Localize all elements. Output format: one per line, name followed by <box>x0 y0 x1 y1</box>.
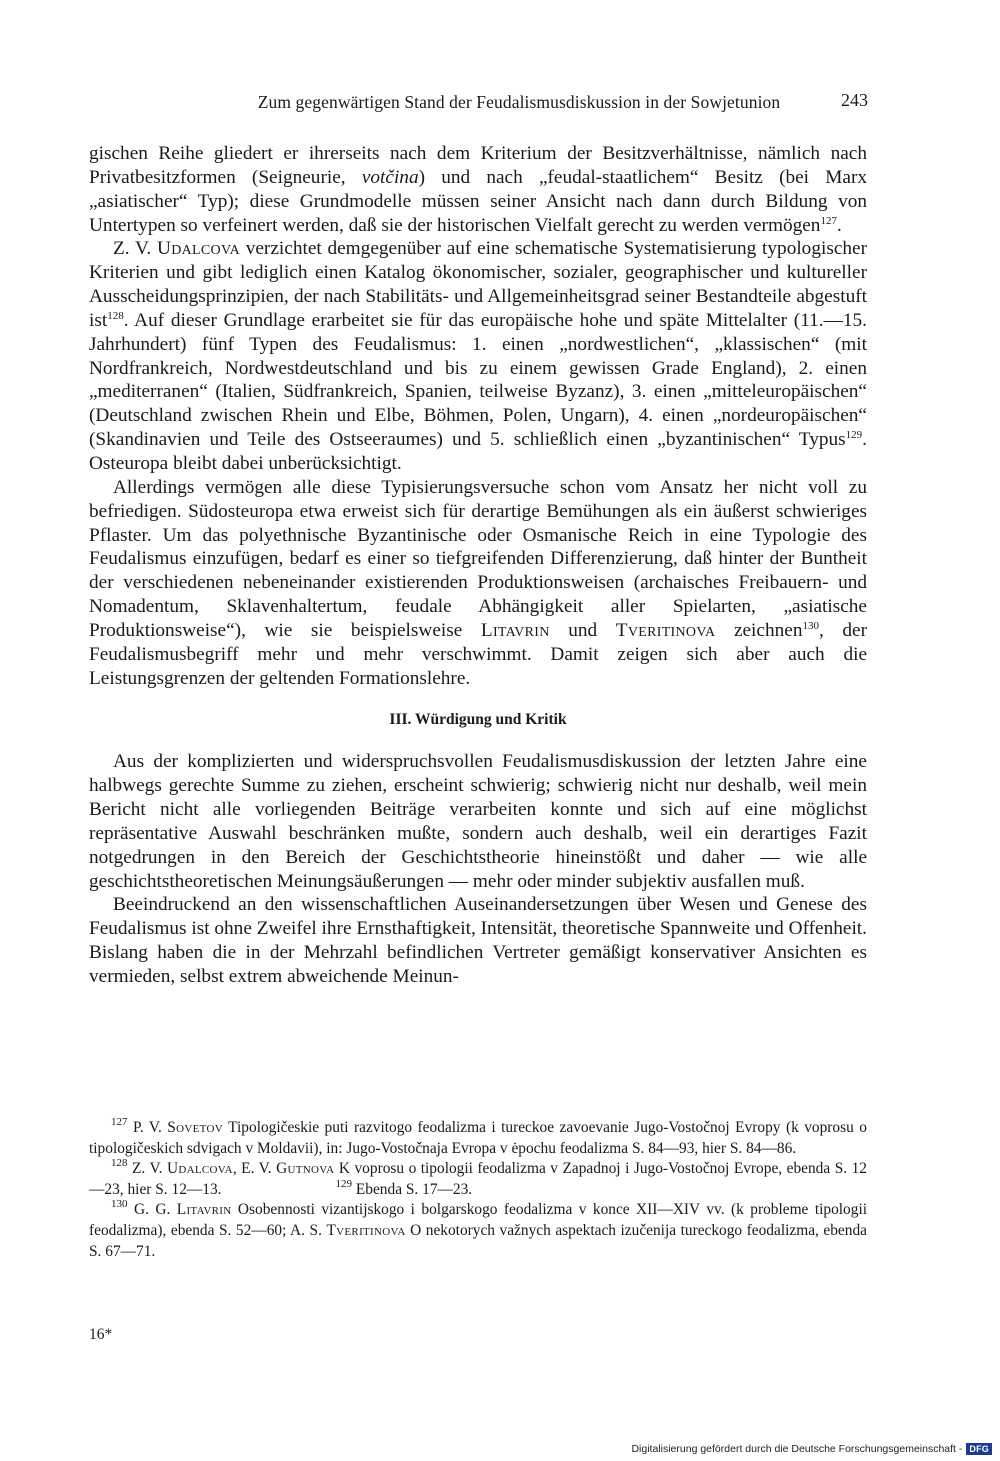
footnote-number: 129 <box>335 1177 353 1190</box>
text-span: verzichtet demgegenüber auf eine schematische Systematisierung typologischer Kriterien und gibt lediglich einen Katalog ökonomischer, sozialer, geographischer und kultureller Ausscheidungsprinzipien, der nach Stabilitäts- und Allgemeinheitsgrad seiner Bestandteile abgestuft ist <box>89 238 868 331</box>
text-span: ) und nach „feudal-staatlichem“ Besitz (bei Marx „asiatischer“ Typ); diese Grundmodelle müssen seiner Ansicht nach dann durch Bildung von Untertypen so verfeinert werden, daß sie der historischen Vielfalt gerecht zu werden vermögen <box>89 166 868 236</box>
author-initials: P. V. <box>132 1119 168 1136</box>
author-initials: Z. V. <box>113 238 158 260</box>
footnote-ref-130[interactable]: 130 <box>802 619 819 632</box>
footnote-ref-129[interactable]: 129 <box>845 429 863 442</box>
author-name: Gutnova <box>276 1160 335 1178</box>
page-number: 243 <box>841 90 868 110</box>
footnote-129 <box>314 1177 473 1201</box>
author-name: Tveritinova <box>326 1221 406 1239</box>
footnote-128 <box>89 1159 867 1200</box>
author-name: Udalcova <box>157 238 240 260</box>
text-span: , E. V. <box>232 1160 277 1178</box>
text-span: , der Feudalismusbegriff mehr und mehr verschwimmt. Damit zeigen sich aber auch die Leistungsgrenzen der geltenden Formationslehre. <box>89 619 867 689</box>
author-name: Udalcova <box>166 1160 233 1178</box>
running-head: Zum gegenwärtigen Stand der Feudalismusdiskussion in der Sowjetunion <box>257 92 781 112</box>
footnote-text: Tipologičeskie puti razvitogo feodalizma i tureckoe zavoevanie Jugo-Vostočnoj Evropy (k voprosu o tipologičeskich sdvigach v Moldavii), in: Jugo-Vostočnaja Evropa v ėpochu feodalizma S. 84—93, hier S. 84—86. <box>89 1119 867 1157</box>
author-initials: G. G. <box>133 1201 177 1219</box>
digitization-credit <box>631 1443 992 1455</box>
text-span: zeichnen <box>715 619 803 641</box>
text-span: gischen Reihe gliedert er ihrerseits nach dem Kriterium der Besitzverhältnisse, nämlich nach Privatbesitzformen (Seigneurie, <box>89 143 867 188</box>
footnotes <box>89 1118 867 1262</box>
author-name: Tveritinova <box>615 619 716 641</box>
text-span: . <box>836 214 842 236</box>
paragraph-5: Beeindruckend an den wissenschaftlichen Auseinandersetzungen über Wesen und Genese des Feudalismus ist ohne Zweifel ihre Ernsthaftigkeit, Intensität, theoretische Spannweite und Offenheit. Bislang haben die in der Mehrzahl befindlichen Vertreter gemäßigt konservativer Ansichten es vermieden, selbst extrem abweichende Meinun- <box>89 894 867 987</box>
dfg-logo-icon: DFG <box>966 1443 992 1455</box>
italic-term: votčina <box>361 166 419 188</box>
footnote-number: 127 <box>111 1116 128 1128</box>
footnote-130 <box>89 1200 867 1262</box>
paragraph-1 <box>89 142 867 237</box>
author-name: Sovetov <box>167 1119 223 1136</box>
main-text <box>89 142 867 989</box>
sheet-signature: 16* <box>89 1326 113 1343</box>
author-name: Litavrin <box>176 1201 232 1219</box>
footnote-number: 128 <box>111 1157 128 1170</box>
footnote-text: Ebenda S. 17—23. <box>352 1180 473 1198</box>
footnote-ref-127[interactable]: 127 <box>820 214 837 227</box>
footnote-number: 130 <box>111 1198 128 1211</box>
footnote-127 <box>89 1118 867 1159</box>
section-heading: III. Würdigung und Kritik <box>389 711 567 729</box>
paragraph-3 <box>89 476 867 691</box>
author-name: Litavrin <box>480 619 550 641</box>
text-span: und <box>549 619 616 641</box>
footnote-text: K voprosu o tipologii feodalizma v Zapadnoj i Jugo-Vostočnoj Evrope, ebenda S. 12—23, hier S. 12—13. <box>89 1160 867 1198</box>
footnote-text: O nekotorych važnych aspektach izučenija tureckogo feodalizma, ebenda S. 67—71. <box>89 1221 867 1260</box>
footnote-ref-128[interactable]: 128 <box>107 309 124 322</box>
credit-text: Digitalisierung gefördert durch die Deutsche Forschungsgemeinschaft - <box>631 1443 963 1455</box>
author-initials: Z. V. <box>132 1160 167 1178</box>
paragraph-2 <box>89 237 867 475</box>
paragraph-4: Aus der komplizierten und widerspruchsvollen Feudalismusdiskussion der letzten Jahre eine halbwegs gerechte Summe zu ziehen, erscheint schwierig; schwierig nicht nur deshalb, weil mein Bericht nicht alle vorliegenden Beiträge verarbeiten konnte und sich auf eine möglichst repräsentative Auswahl beschränken mußte, sondern auch deshalb, weil ein derartiges Fazit notgedrungen in den Bereich der Geschichtstheorie hineinstößt und daher — wie alle geschichtstheoretischen Meinungsäußerungen — mehr oder minder subjektiv ausfallen muß. <box>89 751 867 892</box>
text-span: . Osteuropa bleibt dabei unberücksichtigt. <box>89 429 867 474</box>
footnote-text: Osobennosti vizantijskogo i bolgarskogo feodalizma v konce XII—XIV vv. (k probleme tipologii feodalizma), ebenda S. 52—60; A. S. <box>89 1201 867 1239</box>
text-span: . Auf dieser Grundlage erarbeitet sie für das europäische hohe und späte Mittelalter (11.—15. Jahrhundert) fünf Typen des Feudalismus: 1. einen „nordwestlichen“, „klassischen“ (mit Nordfrankreich, Nordwestdeutschland und bis zu einem gewissen Grade England), 2. einen „mediterranen“ (Italien, Südfrankreich, Spanien, teilweise Byzanz), 3. einen „mitteleuropäischen“ (Deutschland zwischen Rhein und Elbe, Böhmen, Polen, Ungarn), 4. einen „nordeuropäischen“ (Skandinavien und Teile des Ostseeraumes) und 5. schließlich einen „byzantinischen“ Typus <box>89 309 867 451</box>
text-span: Allerdings vermögen alle diese Typisierungsversuche schon vom Ansatz her nicht voll zu befriedigen. Südosteuropa etwa erweist sich für derartige Bemühungen als ein äußerst schwieriges Pflaster. Um das polyethnische Byzantinische oder Osmanische Reich in eine Typologie des Feudalismus einzufügen, bedarf es einer so tiefgreifenden Differenzierung, daß hinter der Buntheit der verschiedenen nebeneinander existierenden Produktionsweisen (archaisches Freibauern- und Nomadentum, Sklavenhaltertum, feudale Abhängigkeit aller Spielarten, „asiatische Produktionsweise“), wie sie beispielsweise <box>89 476 867 641</box>
